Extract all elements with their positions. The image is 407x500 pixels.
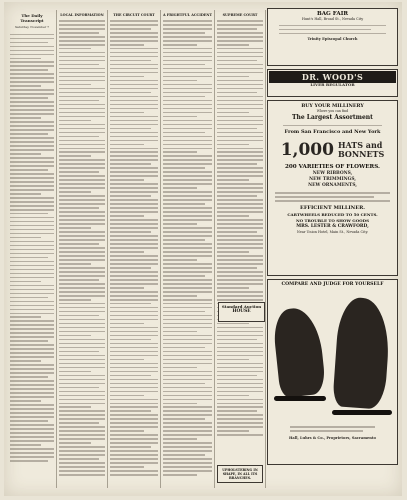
column-2-text: [59, 20, 105, 476]
millinery-hats: HATS and: [337, 140, 383, 151]
compare-footer: Hall, Luhrs & Co., Proprietors, Sacramento: [289, 436, 376, 440]
column-3-heading: THE CIRCUIT COURT: [113, 13, 155, 17]
millinery-trimmings: NEW TRIMMINGS,: [309, 177, 356, 183]
column-2-heading: LOCAL INFORMATION: [60, 13, 104, 17]
masthead-date: Saturday, November 7: [14, 25, 50, 29]
column-rule: [107, 10, 108, 488]
advertisement-column: [267, 8, 398, 490]
millinery-body: [275, 192, 390, 202]
column-2: [59, 10, 105, 490]
millinery-largest: The Largest Assortment: [292, 113, 373, 121]
bag-fair-ad: [267, 8, 398, 66]
bag-fair-church: Trinity Episcopal Church: [307, 37, 358, 42]
column-4-text: [163, 20, 212, 476]
dr-wood-sub: LIVER REGULATOR: [310, 82, 355, 87]
column-rule: [265, 10, 266, 488]
millinery-hats-bonnets: [338, 141, 384, 159]
column-rule: [160, 10, 161, 488]
millinery-varieties: 200 VARIETIES OF FLOWERS.: [285, 164, 380, 171]
column-4: [163, 10, 212, 490]
bag-fair-text: [279, 25, 386, 35]
column-3-text: [110, 20, 158, 476]
column-5-heading: SUPREME COURT: [222, 13, 258, 17]
auction-sub: HOUSE: [232, 309, 251, 314]
millinery-text: [283, 125, 382, 127]
column-rule: [214, 10, 215, 488]
column-1: [10, 10, 54, 490]
column-5-text: [217, 20, 263, 436]
millinery-ribbons: NEW RIBBONS,: [312, 171, 353, 177]
millinery-hats-row: [271, 141, 394, 159]
millinery-sub: Where you can find: [316, 109, 349, 113]
auction-house-ad: [218, 302, 265, 322]
millinery-bonnets: BONNETS: [337, 149, 385, 160]
newspaper-page: [4, 2, 402, 496]
auction-title: Standard Auction: [221, 304, 262, 309]
shoe-left-sole: [274, 396, 326, 401]
compare-text: [290, 426, 375, 434]
millinery-ad: [267, 100, 398, 276]
shoe-right: [332, 296, 392, 409]
upholstering-ad: [217, 465, 263, 483]
shoe-left: [272, 306, 327, 398]
column-5: [217, 10, 263, 490]
millinery-head: BUY YOUR MILLINERY: [301, 103, 364, 109]
upholstering-ad-title: UPHOLSTERING IN SHAPE, IN ALL ITS BRANCHES.: [222, 468, 258, 480]
millinery-from: From San Francisco and New York: [284, 129, 381, 136]
column-rule: [56, 10, 57, 488]
compare-ad: [267, 279, 398, 465]
dr-wood-title: DR. WOOD'S: [269, 71, 396, 83]
millinery-big-number: 1,000: [280, 140, 334, 161]
millinery-ornaments: NEW ORNAMENTS,: [308, 183, 357, 189]
bag-fair-title: BAG FAIR: [316, 11, 349, 17]
column-3: [110, 10, 158, 490]
millinery-efficient: EFFICIENT MILLINER.: [300, 204, 365, 211]
compare-title: COMPARE AND JUDGE FOR YOURSELF: [281, 282, 384, 287]
millinery-address: Near Union Hotel, Main St., Nevada City.: [296, 229, 369, 234]
bag-fair-location: Hunt's Hall, Broad St., Nevada City: [301, 17, 364, 21]
dr-wood-ad: [267, 69, 398, 97]
column-1-text: [10, 34, 54, 462]
millinery-mrs: MRS. LESTER & CRAWFORD,: [296, 223, 369, 229]
millinery-cartwheels: CARTWHEELS REDUCED TO 50 CENTS.: [287, 211, 378, 217]
shoe-right-sole: [332, 410, 392, 415]
masthead-title: The Daily Transcript: [20, 13, 44, 23]
shoe-illustration: [270, 288, 395, 436]
millinery-trouble: NO TROUBLE TO SHOW GOODS: [295, 217, 370, 223]
column-4-heading: A FRIGHTFUL ACCIDENT: [163, 13, 212, 17]
